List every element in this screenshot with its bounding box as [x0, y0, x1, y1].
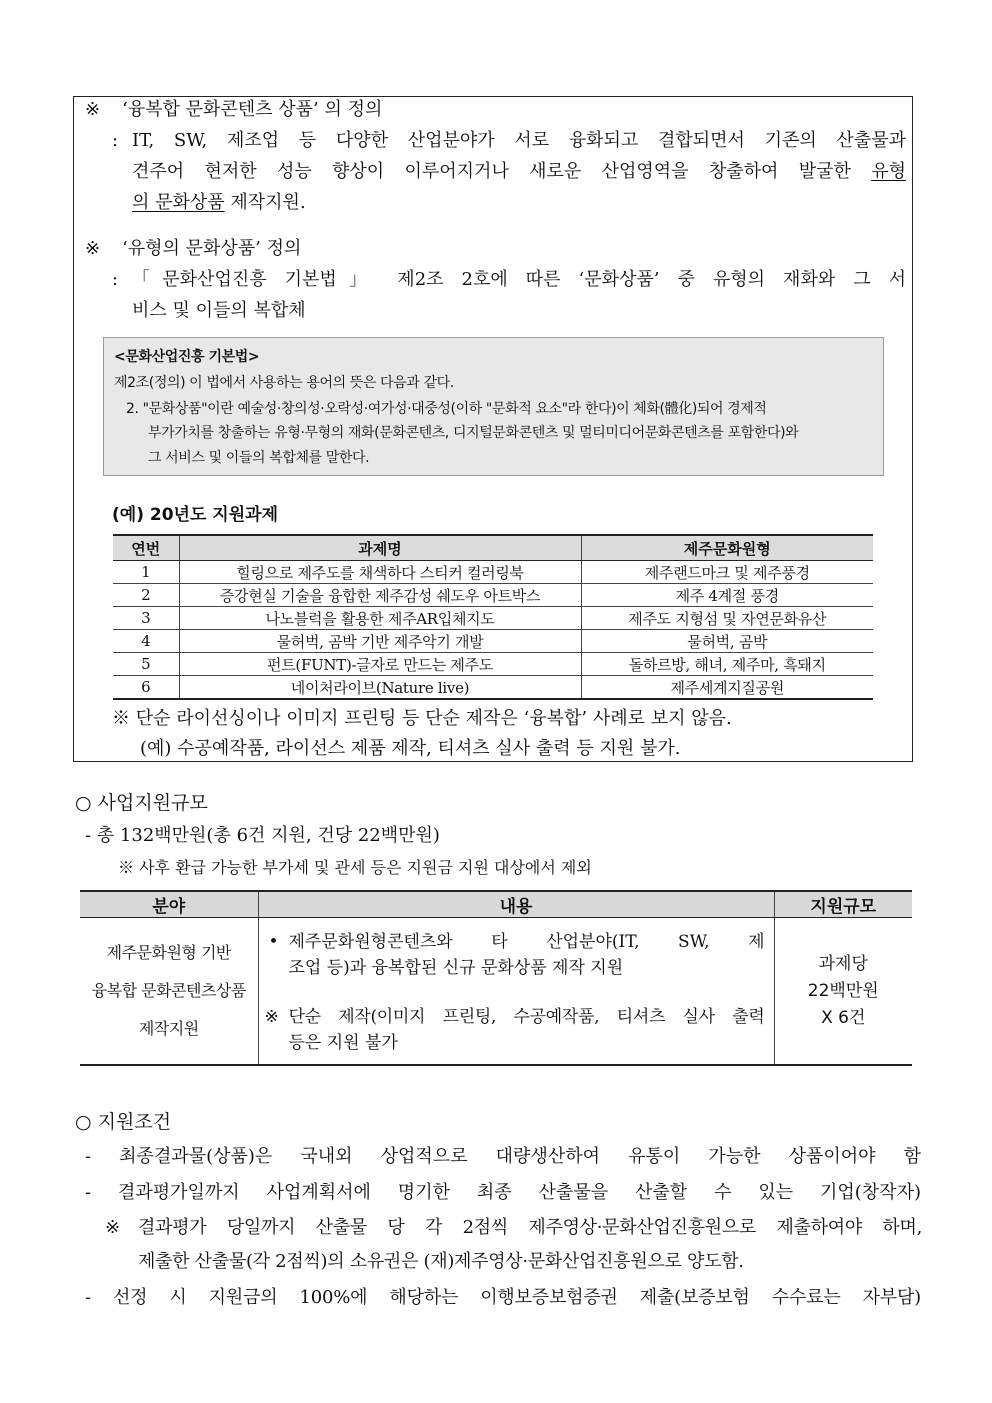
table-cell: 3: [113, 607, 179, 630]
definition-text-line: 「문화산업진흥 기본법」 제2조 2호에 따른 ‘문화상품’ 중 유형의 재화와 그 서: [132, 269, 906, 290]
law-text-line: 부가가치를 창출하는 유형·무형의 재화(문화콘텐츠, 디지털문화콘텐츠 및 멀티미디어문화콘텐츠를 포함한다)와: [148, 425, 799, 441]
budget-line: - 총 132백만원(총 6건 지원, 건당 22백만원): [85, 825, 440, 846]
underlined-term: 의 문화상품: [132, 192, 225, 213]
budget-note: ※ 사후 환급 가능한 부가세 및 관세 등은 지원금 지원 대상에서 제외: [118, 858, 592, 877]
law-text-line: 제2조(정의) 이 법에서 사용하는 용어의 뜻은 다음과 같다.: [114, 375, 454, 391]
table-cell: 물허벅, 곰박 기반 제주악기 개발: [179, 630, 581, 653]
table-cell: 나노블럭을 활용한 제주AR입체지도: [179, 607, 581, 630]
definition-text-line: 비스 및 이들의 복합체: [132, 300, 306, 321]
colon-mark: :: [112, 130, 119, 151]
content-line: 단순 제작(이미지 프린팅, 수공예작품, 티셔츠 실사 출력: [288, 1007, 765, 1027]
law-title: <문화산업진흥 기본법>: [114, 349, 260, 365]
table-cell: 6: [113, 676, 179, 700]
definition-title: ‘유형의 문화상품’ 정의: [122, 238, 302, 259]
table-row: [113, 630, 873, 653]
circle-bullet-icon: ○: [75, 1111, 92, 1133]
amount-cell: [774, 918, 912, 1066]
section-heading: ○ 사업지원규모: [75, 792, 208, 814]
table-row: [80, 918, 912, 1066]
section-heading: ○ 지원조건: [75, 1111, 172, 1133]
table-cell: 제주랜드마크 및 제주풍경: [581, 561, 873, 584]
underlined-term: 유형: [871, 161, 906, 182]
table-header-row: [113, 535, 873, 561]
amount-line: X 6건: [821, 1007, 866, 1028]
bullet-icon: •: [268, 932, 279, 952]
law-text-line: 그 서비스 및 이들의 복합체를 말한다.: [148, 450, 370, 466]
table-header-row: [80, 891, 912, 918]
condition-note-line: 제출한 산출물(각 2점씩)의 소유권은 (재)제주영상·문화산업진흥원으로 양도함.: [138, 1251, 744, 1272]
condition-note-line: 결과평가 당일까지 산출물 당 각 2점씩 제주영상·문화산업진흥원으로 제출하여야 하며,: [138, 1217, 922, 1238]
column-header: 분야: [80, 891, 258, 918]
table-row: [113, 584, 873, 607]
table-cell: 제주 4계절 풍경: [581, 584, 873, 607]
circle-bullet-icon: ○: [75, 792, 92, 814]
table-row: [113, 607, 873, 630]
condition-line: - 선정 시 지원금의 100%에 해당하는 이행보증보험증권 제출(보증보험 수수료는 자부담): [85, 1287, 921, 1308]
definition-title: ‘융복합 문화콘텐츠 상품’ 의 정의: [122, 99, 383, 120]
content-cell: [258, 918, 774, 1066]
amount-line: 22백만원: [807, 980, 879, 1001]
support-scale-table: [80, 890, 912, 1066]
field-cell: [80, 918, 258, 1066]
table-cell: 1: [113, 561, 179, 584]
column-header: 과제명: [179, 535, 581, 561]
column-header: 연번: [113, 535, 179, 561]
note-line: ※ 단순 라이선싱이나 이미지 프린팅 등 단순 제작은 ‘융복합’ 사례로 보지 않음.: [112, 708, 732, 729]
field-line: 제주문화원형 기반: [106, 943, 231, 962]
amount-line: 과제당: [818, 953, 868, 974]
table-cell: 5: [113, 653, 179, 676]
table-cell: 제주세계지질공원: [581, 676, 873, 700]
content-line: 제주문화원형콘텐츠와 타 산업분야(IT, SW, 제: [288, 932, 765, 952]
example-title: (예) 20년도 지원과제: [112, 505, 278, 525]
table-cell: 돌하르방, 해녀, 제주마, 흑돼지: [581, 653, 873, 676]
definition-text-line: 견주어 현저한 성능 향상이 이루어지거나 새로운 산업영역을 창출하여 발굴한 유형: [132, 161, 906, 182]
colon-mark: :: [112, 269, 119, 290]
table-cell: 물허벅, 곰박: [581, 630, 873, 653]
column-header: 지원규모: [774, 891, 912, 918]
content-line: 조업 등)과 융복합된 신규 문화상품 제작 지원: [288, 958, 624, 978]
table-cell: 제주도 지형섬 및 자연문화유산: [581, 607, 873, 630]
table-row: [113, 653, 873, 676]
reference-mark: ※: [264, 1007, 279, 1027]
condition-line: - 결과평가일까지 사업계획서에 명기한 최종 산출물을 산출할 수 있는 기업(창작자): [85, 1182, 921, 1203]
definition-text-line: IT, SW, 제조업 등 다양한 산업분야가 서로 융화되고 결합되면서 기존의 산출물과: [132, 130, 906, 151]
table-row: [113, 561, 873, 584]
example-projects-table: [113, 534, 873, 700]
reference-mark: ※: [105, 1217, 121, 1238]
column-header: 제주문화원형: [581, 535, 873, 561]
definition-text-line: 의 문화상품 제작지원.: [132, 192, 306, 213]
law-text-line: 2. "문화상품"이란 예술성·창의성·오락성·여가성·대중성(이하 "문화적 요소"라 한다)이 체화(體化)되어 경제적: [126, 401, 767, 417]
table-cell: 힐링으로 제주도를 채색하다 스티커 컬러링북: [179, 561, 581, 584]
field-line: 융복합 문화콘텐츠상품: [91, 981, 246, 1000]
reference-mark: ※: [85, 238, 101, 259]
table-cell: 4: [113, 630, 179, 653]
table-cell: 2: [113, 584, 179, 607]
content-line: 등은 지원 불가: [288, 1033, 398, 1053]
reference-mark: ※: [85, 99, 101, 120]
law-excerpt-box: [103, 337, 884, 476]
condition-line: - 최종결과물(상품)은 국내외 상업적으로 대량생산하여 유통이 가능한 상품이어야 함: [85, 1146, 921, 1167]
note-line: (예) 수공예작품, 라이선스 제품 제작, 티셔츠 실사 출력 등 지원 불가.: [140, 738, 681, 759]
column-header: 내용: [258, 891, 774, 918]
table-row: [113, 676, 873, 700]
table-cell: 증강현실 기술을 융합한 제주감성 쉐도우 아트박스: [179, 584, 581, 607]
field-line: 제작지원: [138, 1019, 199, 1038]
table-cell: 펀트(FUNT)-글자로 만드는 제주도: [179, 653, 581, 676]
table-cell: 네이처라이브(Nature live): [179, 676, 581, 700]
